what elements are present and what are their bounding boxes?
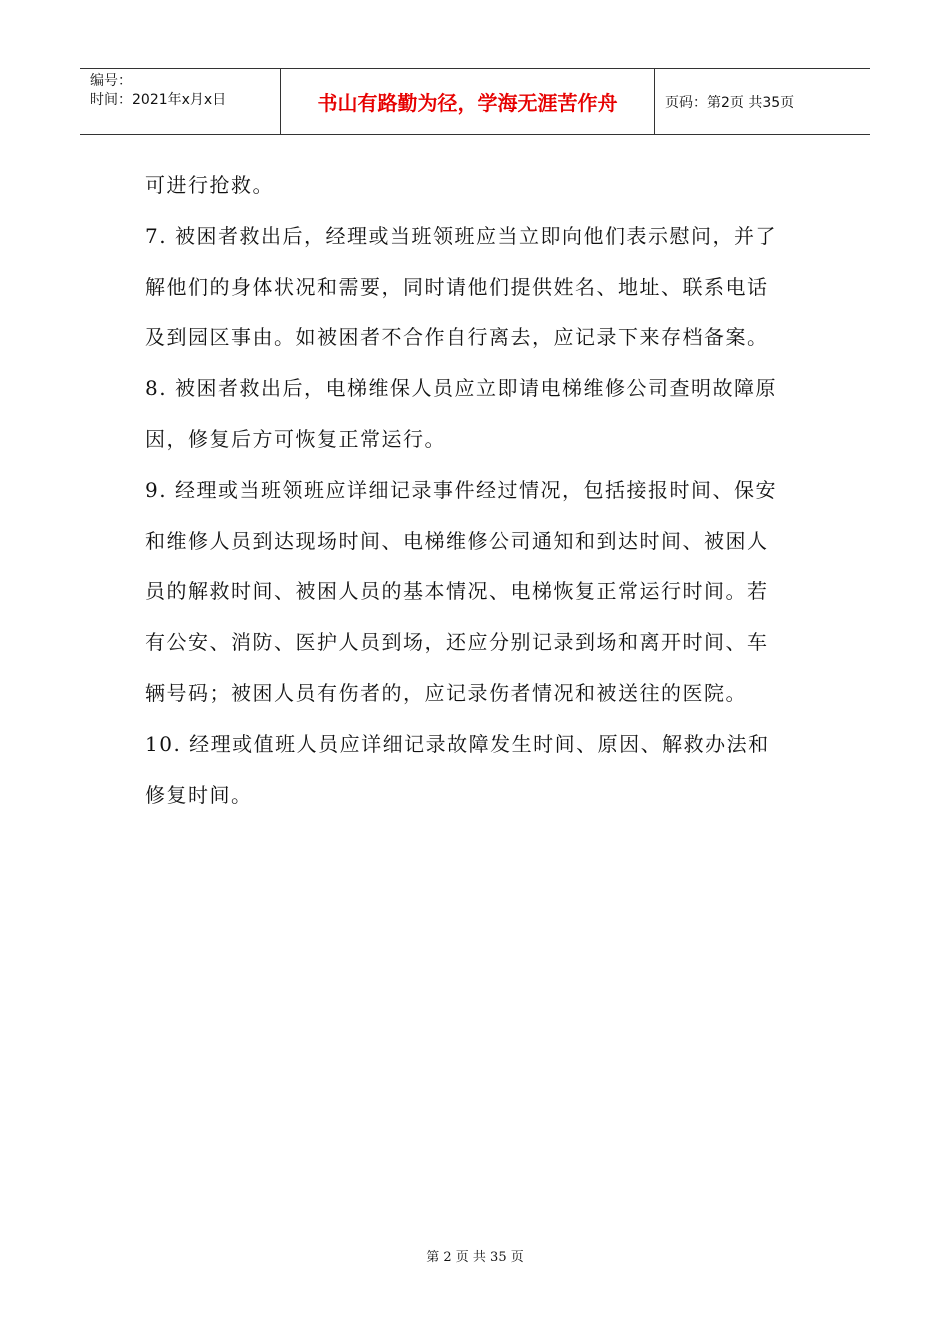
body-line: 10. 经理或值班人员应详细记录故障发生时间、原因、解救办法和 [145, 731, 770, 756]
page-header [80, 68, 870, 135]
body-line: 因，修复后方可恢复正常运行。 [145, 426, 446, 451]
body-line: 及到园区事由。如被困者不合作自行离去，应记录下来存档备案。 [145, 325, 769, 350]
header-meta [80, 69, 281, 134]
body-line: 9. 经理或当班领班应详细记录事件经过情况，包括接报时间、保安 [145, 477, 777, 502]
body-line: 辆号码；被困人员有伤者的，应记录伤者情况和被送往的医院。 [145, 680, 747, 705]
page-footer: 第 2 页 共 35 页 [426, 1250, 524, 1265]
header-page-info: 页码：第2页 共35页 [665, 94, 795, 111]
body-line: 7. 被困者救出后，经理或当班领班应当立即向他们表示慰问，并了 [145, 223, 777, 248]
document-date: 时间：2021年x月x日 [90, 92, 227, 108]
header-motto: 书山有路勤为径，学海无涯苦作舟 [281, 69, 655, 134]
body-line: 有公安、消防、医护人员到场，还应分别记录到场和离开时间、车 [145, 630, 769, 655]
body-line: 8. 被困者救出后，电梯维保人员应立即请电梯维修公司查明故障原 [145, 376, 777, 401]
body-line: 解他们的身体状况和需要，同时请他们提供姓名、地址、联系电话 [145, 274, 769, 299]
body-line: 可进行抢救。 [145, 173, 274, 197]
document-body [145, 160, 810, 820]
document-number-label: 编号： [90, 73, 132, 89]
body-line: 和维修人员到达现场时间、电梯维修公司通知和到达时间、被困人 [145, 528, 769, 553]
body-line: 员的解救时间、被困人员的基本情况、电梯恢复正常运行时间。若 [145, 579, 769, 604]
body-line: 修复时间。 [145, 782, 253, 807]
